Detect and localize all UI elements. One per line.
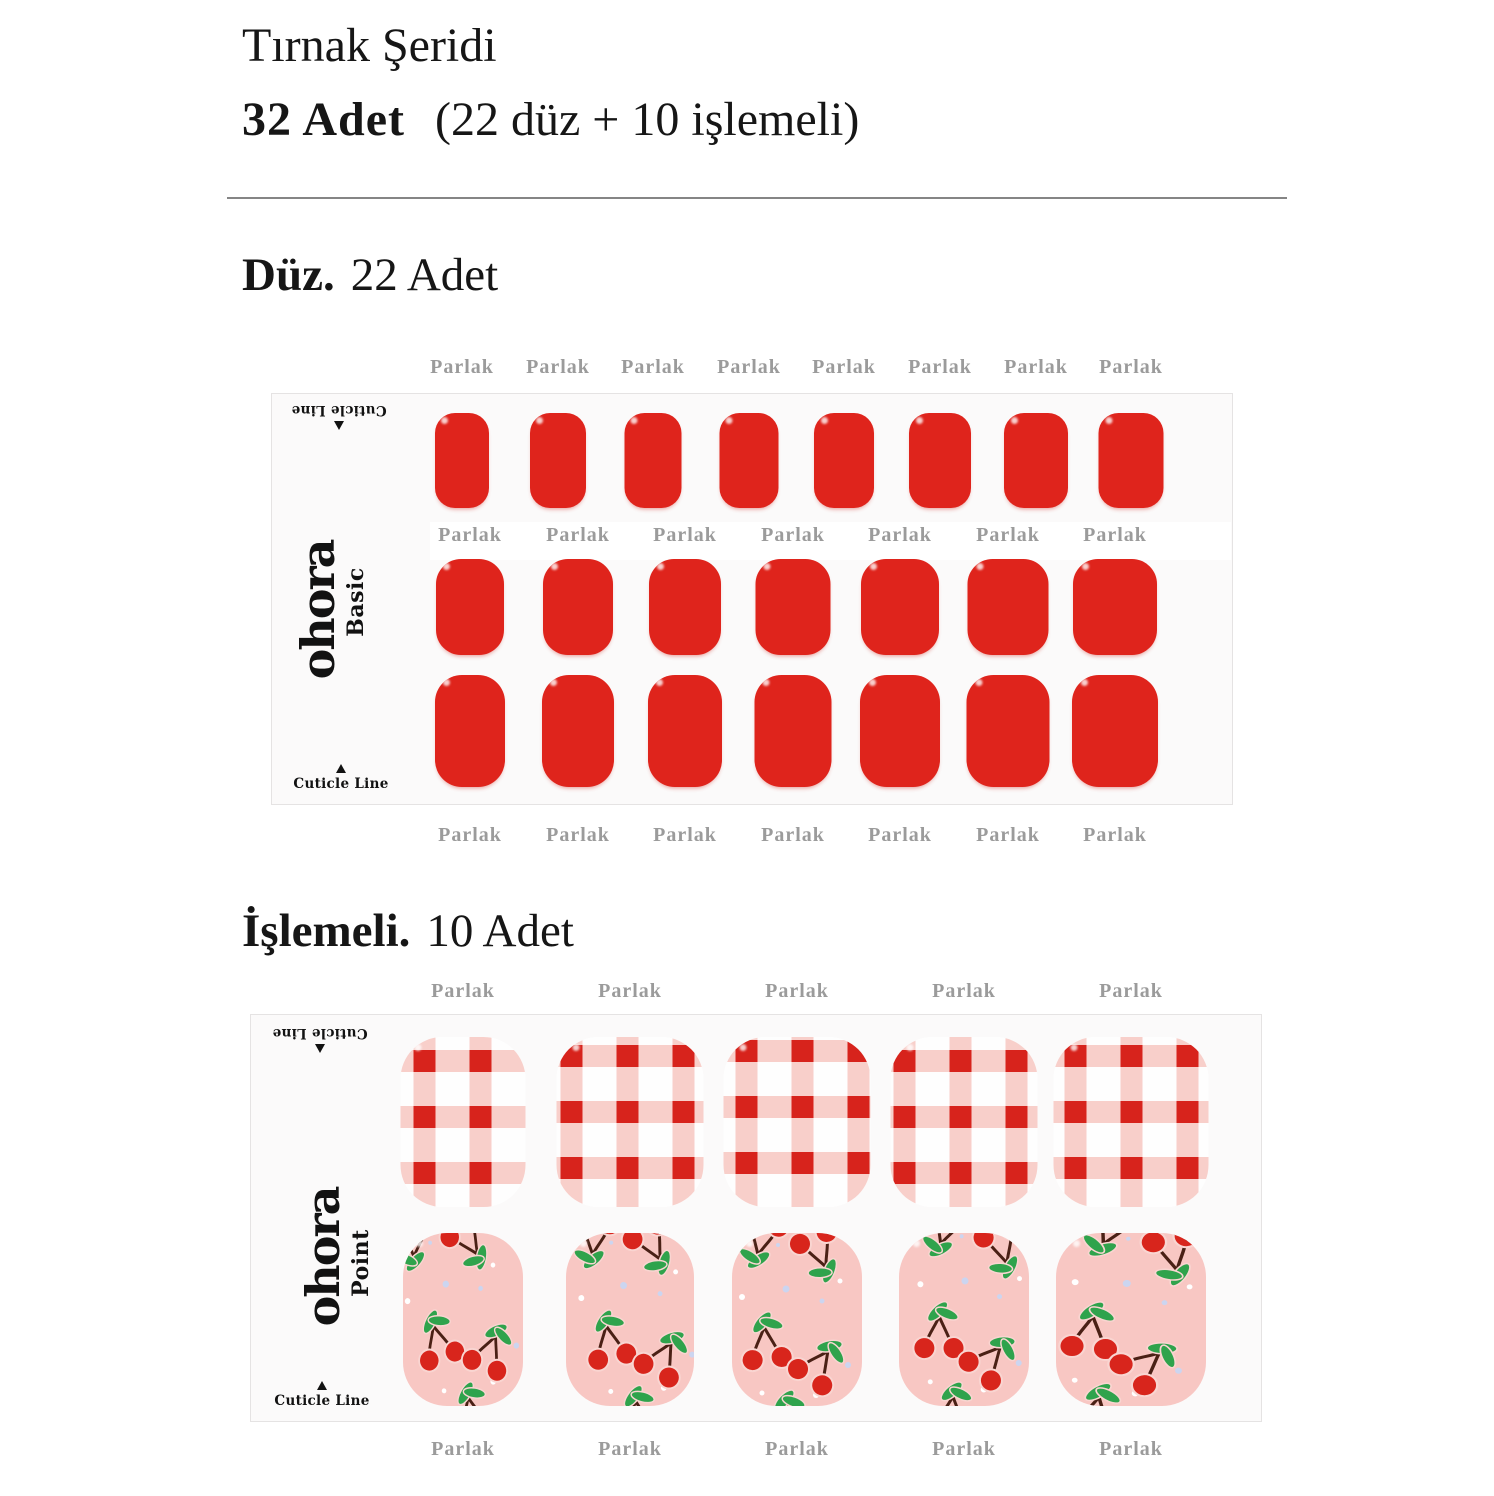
point-nail-gingham — [891, 1037, 1038, 1207]
finish-label: Parlak — [908, 356, 972, 378]
finish-label: Parlak — [1099, 980, 1163, 1002]
divider-line — [227, 197, 1287, 199]
cherry-pattern — [1056, 1233, 1206, 1406]
point-nail-gingham — [557, 1037, 704, 1207]
finish-label: Parlak — [438, 524, 502, 546]
basic-nail-wide — [649, 559, 721, 655]
section-heading-decorated-count: 10 Adet — [426, 905, 574, 957]
brand-variant: Point — [348, 1229, 374, 1297]
point-nail-gingham — [724, 1037, 871, 1207]
cuticle-line-bottom — [286, 764, 396, 792]
brand-wordmark: ohora — [291, 540, 345, 680]
cuticle-line-top — [265, 1025, 375, 1053]
basic-nail-wide — [968, 559, 1049, 655]
finish-label: Parlak — [1099, 1438, 1163, 1460]
basic-nail-slim — [435, 413, 489, 508]
brand-variant: Basic — [343, 567, 369, 637]
gingham-pattern — [557, 1037, 704, 1207]
finish-label: Parlak — [868, 524, 932, 546]
basic-nail-wide — [1073, 559, 1157, 655]
finish-label: Parlak — [1083, 824, 1147, 846]
finish-label: Parlak — [976, 524, 1040, 546]
point-nail-cherry — [732, 1233, 862, 1406]
cuticle-line-label: Cuticle Line — [272, 1025, 368, 1041]
point-nail-gingham — [401, 1037, 526, 1207]
section-heading-decorated — [242, 906, 574, 958]
basic-nail-wide — [756, 559, 831, 655]
gingham-pattern — [401, 1037, 526, 1207]
basic-nail-wide — [861, 559, 939, 655]
piece-count-total: 32 Adet — [242, 93, 405, 146]
basic-nail-wide — [542, 675, 614, 787]
finish-label: Parlak — [765, 1438, 829, 1460]
basic-nail-wide — [436, 559, 504, 655]
finish-label: Parlak — [431, 980, 495, 1002]
piece-count-line — [242, 94, 859, 147]
section-heading-plain — [242, 250, 498, 302]
cuticle-line-bottom — [267, 1381, 377, 1409]
point-nail-cherry — [403, 1233, 523, 1406]
basic-nail-wide — [860, 675, 940, 787]
basic-nail-slim — [1099, 413, 1164, 508]
finish-label: Parlak — [653, 524, 717, 546]
section-heading-decorated-bold: İşlemeli. — [242, 905, 411, 957]
cuticle-arrow-icon — [315, 1044, 325, 1053]
basic-nail-slim — [625, 413, 682, 508]
finish-label: Parlak — [761, 824, 825, 846]
cuticle-arrow-icon — [336, 764, 346, 773]
finish-label: Parlak — [438, 824, 502, 846]
gingham-pattern — [1054, 1037, 1209, 1207]
point-nail-cherry — [566, 1233, 694, 1406]
basic-nail-slim — [909, 413, 971, 508]
basic-nail-slim — [1004, 413, 1068, 508]
finish-label: Parlak — [598, 980, 662, 1002]
finish-label: Parlak — [761, 524, 825, 546]
finish-label: Parlak — [765, 980, 829, 1002]
finish-label: Parlak — [1099, 356, 1163, 378]
finish-label: Parlak — [430, 356, 494, 378]
point-nail-gingham — [1054, 1037, 1209, 1207]
cherry-pattern — [899, 1233, 1029, 1406]
basic-nail-wide — [648, 675, 722, 787]
cuticle-line-label: Cuticle Line — [291, 402, 387, 418]
finish-label: Parlak — [546, 824, 610, 846]
basic-nail-slim — [530, 413, 586, 508]
basic-nail-wide — [967, 675, 1050, 787]
finish-label: Parlak — [976, 824, 1040, 846]
basic-nail-wide — [543, 559, 613, 655]
cherry-pattern — [566, 1233, 694, 1406]
section-heading-plain-bold: Düz. — [242, 249, 335, 301]
finish-label: Parlak — [431, 1438, 495, 1460]
finish-label: Parlak — [932, 980, 996, 1002]
cherry-pattern — [403, 1233, 523, 1406]
brand-wordmark: ohora — [296, 1187, 350, 1327]
piece-count-detail: (22 düz + 10 işlemeli) — [435, 93, 860, 146]
finish-label: Parlak — [1083, 524, 1147, 546]
gingham-pattern — [724, 1037, 871, 1207]
basic-nail-slim — [814, 413, 874, 508]
point-nail-cherry — [1056, 1233, 1206, 1406]
finish-label: Parlak — [526, 356, 590, 378]
cuticle-arrow-icon — [334, 421, 344, 430]
finish-label: Parlak — [653, 824, 717, 846]
cuticle-line-label: Cuticle Line — [293, 776, 389, 792]
cuticle-line-label: Cuticle Line — [274, 1393, 370, 1409]
cuticle-line-top — [284, 402, 394, 430]
section-heading-plain-count: 22 Adet — [350, 249, 499, 301]
finish-label: Parlak — [1004, 356, 1068, 378]
gingham-pattern — [891, 1037, 1038, 1207]
finish-label: Parlak — [932, 1438, 996, 1460]
finish-label: Parlak — [598, 1438, 662, 1460]
basic-nail-wide — [1072, 675, 1158, 787]
point-nail-cherry — [899, 1233, 1029, 1406]
basic-nail-wide — [755, 675, 832, 787]
finish-label: Parlak — [546, 524, 610, 546]
basic-nail-wide — [435, 675, 505, 787]
basic-nail-slim — [720, 413, 779, 508]
page-title: Tırnak Şeridi — [242, 19, 497, 72]
finish-label: Parlak — [717, 356, 781, 378]
finish-label: Parlak — [812, 356, 876, 378]
cuticle-arrow-icon — [317, 1381, 327, 1390]
finish-label: Parlak — [868, 824, 932, 846]
finish-label: Parlak — [621, 356, 685, 378]
cherry-pattern — [732, 1233, 862, 1406]
